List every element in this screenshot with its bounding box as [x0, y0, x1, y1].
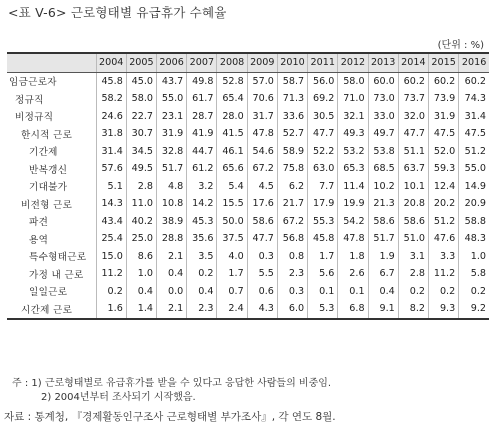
value-cell: 15.5: [217, 195, 247, 213]
value-cell: 2.3: [187, 300, 217, 319]
table-row: [7, 248, 489, 266]
value-cell: 60.0: [368, 72, 398, 90]
value-cell: 63.0: [308, 160, 338, 178]
value-cell: 35.6: [187, 230, 217, 248]
value-cell: 28.7: [187, 108, 217, 126]
value-cell: 47.7: [398, 125, 428, 143]
value-cell: 58.6: [398, 213, 428, 231]
value-cell: 23.1: [157, 108, 187, 126]
value-cell: 17.6: [247, 195, 277, 213]
year-header: 2006: [157, 53, 187, 72]
value-cell: 56.8: [277, 230, 307, 248]
value-cell: 53.2: [338, 143, 368, 161]
value-cell: 45.0: [126, 72, 156, 90]
value-cell: 58.2: [96, 90, 126, 108]
year-header: 2014: [398, 53, 428, 72]
footnote-1: 주 : 1) 근로형태별로 유급휴가를 받을 수 있다고 응답한 사람들의 비중임.: [12, 378, 332, 389]
value-cell: 0.1: [308, 283, 338, 301]
value-cell: 6.2: [277, 178, 307, 196]
row-label: 기대불가: [29, 182, 68, 194]
row-label: 비정규직: [15, 112, 54, 124]
value-cell: 52.2: [308, 143, 338, 161]
value-cell: 2.8: [126, 178, 156, 196]
value-cell: 4.8: [157, 178, 187, 196]
value-cell: 14.2: [187, 195, 217, 213]
value-cell: 54.2: [338, 213, 368, 231]
source-line: 자료 : 통계청, 『경제활동인구조사 근로형태별 부가조사』, 각 연도 8월.: [4, 411, 336, 423]
value-cell: 68.5: [368, 160, 398, 178]
table-row: [7, 178, 489, 196]
value-cell: 69.2: [308, 90, 338, 108]
value-cell: 0.2: [429, 283, 459, 301]
year-header: 2005: [126, 53, 156, 72]
value-cell: 49.3: [338, 125, 368, 143]
value-cell: 11.0: [126, 195, 156, 213]
value-cell: 3.2: [187, 178, 217, 196]
value-cell: 47.5: [429, 125, 459, 143]
value-cell: 5.8: [459, 265, 489, 283]
year-header: 2008: [217, 53, 247, 72]
value-cell: 11.2: [429, 265, 459, 283]
value-cell: 73.7: [398, 90, 428, 108]
value-cell: 14.9: [459, 178, 489, 196]
value-cell: 43.4: [96, 213, 126, 231]
value-cell: 40.2: [126, 213, 156, 231]
value-cell: 58.9: [277, 143, 307, 161]
value-cell: 31.9: [429, 108, 459, 126]
row-label: 용역: [29, 234, 49, 246]
value-cell: 47.7: [308, 125, 338, 143]
value-cell: 9.2: [459, 300, 489, 319]
value-cell: 31.4: [96, 143, 126, 161]
value-cell: 49.5: [126, 160, 156, 178]
year-header: 2010: [277, 53, 307, 72]
value-cell: 52.8: [217, 72, 247, 90]
value-cell: 55.0: [459, 160, 489, 178]
table-row: [7, 160, 489, 178]
year-header: 2011: [308, 53, 338, 72]
value-cell: 41.9: [187, 125, 217, 143]
year-header: 2007: [187, 53, 217, 72]
value-cell: 1.7: [308, 248, 338, 266]
value-cell: 47.6: [429, 230, 459, 248]
value-cell: 1.0: [126, 265, 156, 283]
value-cell: 28.0: [217, 108, 247, 126]
value-cell: 1.6: [96, 300, 126, 319]
value-cell: 70.6: [247, 90, 277, 108]
header-row: [7, 53, 489, 72]
value-cell: 73.0: [368, 90, 398, 108]
unit-label: (단위 : %): [437, 40, 484, 51]
value-cell: 51.7: [157, 160, 187, 178]
value-cell: 30.7: [126, 125, 156, 143]
value-cell: 28.8: [157, 230, 187, 248]
value-cell: 25.0: [126, 230, 156, 248]
table-row: [7, 108, 489, 126]
value-cell: 0.6: [247, 283, 277, 301]
year-header: 2004: [96, 53, 126, 72]
value-cell: 22.7: [126, 108, 156, 126]
row-label: 정규직: [15, 94, 44, 106]
value-cell: 58.8: [459, 213, 489, 231]
value-cell: 67.2: [247, 160, 277, 178]
value-cell: 32.8: [157, 143, 187, 161]
value-cell: 31.9: [157, 125, 187, 143]
value-cell: 45.3: [187, 213, 217, 231]
value-cell: 2.6: [338, 265, 368, 283]
value-cell: 4.5: [247, 178, 277, 196]
value-cell: 55.3: [308, 213, 338, 231]
value-cell: 0.2: [187, 265, 217, 283]
value-cell: 31.7: [247, 108, 277, 126]
footnotes: [12, 377, 331, 404]
value-cell: 5.4: [217, 178, 247, 196]
value-cell: 61.2: [187, 160, 217, 178]
table-row: [7, 230, 489, 248]
value-cell: 43.7: [157, 72, 187, 90]
row-label: 한시적 근로: [21, 129, 73, 141]
value-cell: 8.2: [398, 300, 428, 319]
value-cell: 65.4: [217, 90, 247, 108]
value-cell: 54.6: [247, 143, 277, 161]
value-cell: 47.8: [247, 125, 277, 143]
value-cell: 33.0: [368, 108, 398, 126]
value-cell: 25.4: [96, 230, 126, 248]
year-header: 2012: [338, 53, 368, 72]
value-cell: 49.7: [368, 125, 398, 143]
value-cell: 10.8: [157, 195, 187, 213]
value-cell: 51.1: [398, 143, 428, 161]
row-label: 파견: [29, 217, 49, 229]
value-cell: 17.9: [308, 195, 338, 213]
value-cell: 6.0: [277, 300, 307, 319]
value-cell: 63.7: [398, 160, 428, 178]
value-cell: 50.0: [217, 213, 247, 231]
value-cell: 10.1: [398, 178, 428, 196]
value-cell: 75.8: [277, 160, 307, 178]
value-cell: 6.8: [338, 300, 368, 319]
value-cell: 0.0: [157, 283, 187, 301]
value-cell: 56.0: [308, 72, 338, 90]
value-cell: 48.3: [459, 230, 489, 248]
value-cell: 2.1: [157, 300, 187, 319]
table-row: [7, 125, 489, 143]
value-cell: 2.1: [157, 248, 187, 266]
table-row: [7, 90, 489, 108]
value-cell: 15.0: [96, 248, 126, 266]
value-cell: 0.4: [126, 283, 156, 301]
value-cell: 0.3: [247, 248, 277, 266]
value-cell: 11.2: [96, 265, 126, 283]
value-cell: 20.8: [398, 195, 428, 213]
value-cell: 67.2: [277, 213, 307, 231]
value-cell: 0.3: [277, 283, 307, 301]
value-cell: 8.6: [126, 248, 156, 266]
value-cell: 4.0: [217, 248, 247, 266]
value-cell: 5.3: [308, 300, 338, 319]
table-row: [7, 195, 489, 213]
value-cell: 45.8: [308, 230, 338, 248]
value-cell: 14.3: [96, 195, 126, 213]
value-cell: 47.5: [459, 125, 489, 143]
value-cell: 57.6: [96, 160, 126, 178]
value-cell: 58.7: [277, 72, 307, 90]
value-cell: 57.0: [247, 72, 277, 90]
value-cell: 71.0: [338, 90, 368, 108]
row-label: 반복갱신: [29, 164, 68, 176]
year-header: 2016: [459, 53, 489, 72]
value-cell: 1.4: [126, 300, 156, 319]
value-cell: 2.8: [398, 265, 428, 283]
value-cell: 60.2: [429, 72, 459, 90]
value-cell: 0.2: [459, 283, 489, 301]
value-cell: 31.4: [459, 108, 489, 126]
value-cell: 55.0: [157, 90, 187, 108]
row-label: 비전형 근로: [21, 199, 73, 211]
table-row: [7, 283, 489, 301]
value-cell: 0.2: [96, 283, 126, 301]
value-cell: 73.9: [429, 90, 459, 108]
value-cell: 51.7: [368, 230, 398, 248]
value-cell: 34.5: [126, 143, 156, 161]
value-cell: 1.9: [368, 248, 398, 266]
row-label: 임금근로자: [9, 77, 57, 89]
value-cell: 2.3: [277, 265, 307, 283]
value-cell: 3.5: [187, 248, 217, 266]
value-cell: 0.8: [277, 248, 307, 266]
value-cell: 51.2: [429, 213, 459, 231]
value-cell: 1.0: [459, 248, 489, 266]
value-cell: 58.0: [338, 72, 368, 90]
value-cell: 7.7: [308, 178, 338, 196]
value-cell: 12.4: [429, 178, 459, 196]
value-cell: 6.7: [368, 265, 398, 283]
value-cell: 9.3: [429, 300, 459, 319]
value-cell: 58.0: [126, 90, 156, 108]
row-label: 가정 내 근로: [29, 269, 84, 281]
row-label: 시간제 근로: [7, 300, 96, 319]
value-cell: 5.5: [247, 265, 277, 283]
value-cell: 46.1: [217, 143, 247, 161]
value-cell: 2.4: [217, 300, 247, 319]
value-cell: 0.4: [157, 265, 187, 283]
value-cell: 38.9: [157, 213, 187, 231]
value-cell: 0.1: [338, 283, 368, 301]
value-cell: 1.8: [338, 248, 368, 266]
value-cell: 58.6: [368, 213, 398, 231]
value-cell: 21.3: [368, 195, 398, 213]
value-cell: 74.3: [459, 90, 489, 108]
row-label: 일일근로: [29, 287, 68, 299]
data-table: [7, 52, 489, 320]
value-cell: 37.5: [217, 230, 247, 248]
year-header: 2015: [429, 53, 459, 72]
value-cell: 3.1: [398, 248, 428, 266]
value-cell: 0.4: [187, 283, 217, 301]
value-cell: 11.4: [338, 178, 368, 196]
value-cell: 51.2: [459, 143, 489, 161]
value-cell: 51.0: [398, 230, 428, 248]
value-cell: 49.8: [187, 72, 217, 90]
value-cell: 58.6: [247, 213, 277, 231]
value-cell: 9.1: [368, 300, 398, 319]
value-cell: 59.3: [429, 160, 459, 178]
year-header: 2009: [247, 53, 277, 72]
value-cell: 61.7: [187, 90, 217, 108]
header-corner: [7, 53, 96, 72]
row-label: 기간제: [29, 147, 58, 159]
row-label: 특수형태근로: [29, 252, 87, 264]
value-cell: 41.5: [217, 125, 247, 143]
footnote-2: 2) 2004년부터 조사되기 시작했음.: [41, 391, 196, 403]
value-cell: 32.1: [338, 108, 368, 126]
value-cell: 0.4: [368, 283, 398, 301]
value-cell: 10.2: [368, 178, 398, 196]
value-cell: 32.0: [398, 108, 428, 126]
value-cell: 20.9: [459, 195, 489, 213]
value-cell: 60.2: [459, 72, 489, 90]
value-cell: 47.7: [247, 230, 277, 248]
year-header: 2013: [368, 53, 398, 72]
value-cell: 45.8: [96, 72, 126, 90]
value-cell: 21.7: [277, 195, 307, 213]
table-row: [7, 265, 489, 283]
value-cell: 0.7: [217, 283, 247, 301]
value-cell: 5.1: [96, 178, 126, 196]
value-cell: 20.2: [429, 195, 459, 213]
value-cell: 71.3: [277, 90, 307, 108]
value-cell: 31.8: [96, 125, 126, 143]
value-cell: 0.2: [398, 283, 428, 301]
table-title: <표 V-6> 근로형태별 유급휴가 수혜율: [8, 5, 227, 20]
value-cell: 33.6: [277, 108, 307, 126]
value-cell: 24.6: [96, 108, 126, 126]
value-cell: 47.8: [338, 230, 368, 248]
table-row: [7, 213, 489, 231]
value-cell: 65.3: [338, 160, 368, 178]
table-body: [7, 72, 489, 319]
value-cell: 5.6: [308, 265, 338, 283]
value-cell: 52.0: [429, 143, 459, 161]
value-cell: 19.9: [338, 195, 368, 213]
value-cell: 44.7: [187, 143, 217, 161]
value-cell: 60.2: [398, 72, 428, 90]
value-cell: 1.7: [217, 265, 247, 283]
value-cell: 52.7: [277, 125, 307, 143]
table-row: [7, 143, 489, 161]
value-cell: 3.3: [429, 248, 459, 266]
value-cell: 30.5: [308, 108, 338, 126]
value-cell: 4.3: [247, 300, 277, 319]
value-cell: 65.6: [217, 160, 247, 178]
table-row: [7, 72, 489, 90]
value-cell: 53.8: [368, 143, 398, 161]
table-row: [7, 300, 489, 319]
